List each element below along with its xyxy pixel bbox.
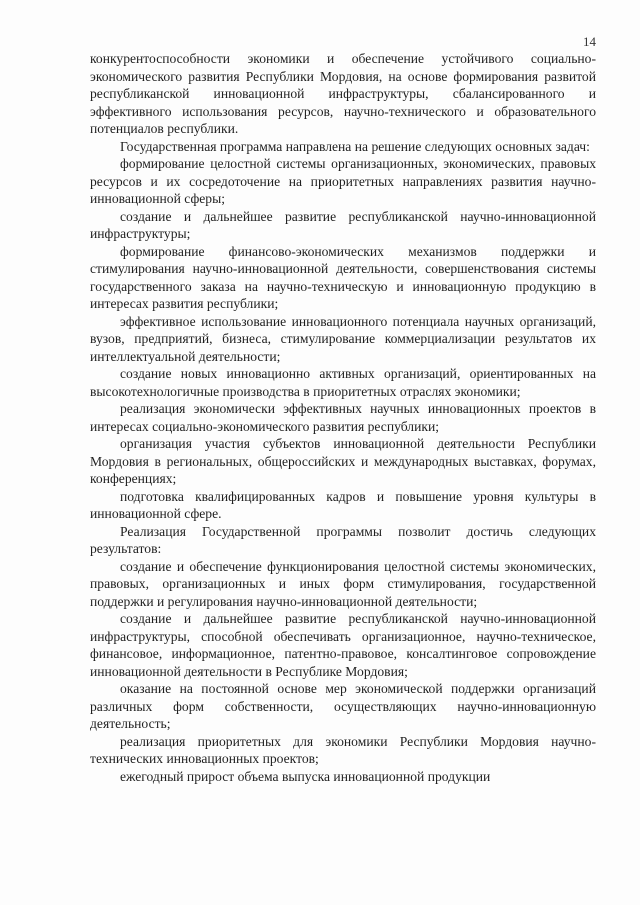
- page-number: 14: [583, 34, 596, 49]
- list-item-task: эффективное использование инновационного потенциала научных организаций, вузов, предприятий, бизнеса, стимулирование коммерциализации результатов их интеллектуальной деятельности;: [90, 313, 596, 364]
- paragraph-tasks-intro: Государственная программа направлена на решение следующих основных задач:: [120, 138, 590, 154]
- list-item-task: формирование целостной системы организационных, экономических, правовых ресурсов и их сосредоточение на приоритетных направлениях развития научно-инновационной сферы;: [90, 156, 596, 206]
- paragraph-results-intro: Реализация Государственной программы позволит достичь следующих результатов:: [90, 523, 596, 556]
- list-item-task: подготовка квалифицированных кадров и повышение уровня культуры в инновационной сфере.: [90, 488, 596, 521]
- document-text: [90, 50, 596, 785]
- list-item-task: формирование финансово-экономических механизмов поддержки и стимулирования научно-инновационной деятельности, совершенствования системы государственного заказа на научно-техническую и инновационную продукцию в интересах развития республики;: [90, 243, 596, 311]
- list-item-task: создание новых инновационно активных организаций, ориентированных на высокотехнологичные производства в приоритетных отраслях экономики;: [90, 366, 596, 399]
- list-item-result: оказание на постоянной основе мер экономической поддержки организаций различных форм собственности, осуществляющих научно-инновационную деятельность;: [90, 681, 596, 731]
- list-item-task: реализация экономически эффективных научных инновационных проектов в интересах социально-экономического развития республики;: [90, 401, 596, 434]
- list-item-result: реализация приоритетных для экономики Республики Мордовия научно-технических инновационных проектов;: [90, 733, 596, 766]
- list-item-result: создание и обеспечение функционирования целостной системы экономических, правовых, организационных и иных форм стимулирования, государственной поддержки и регулирования научно-инновационной деятельности;: [90, 558, 596, 609]
- list-item-result: ежегодный прирост объема выпуска инновационной продукции: [120, 768, 491, 784]
- paragraph-goal-continuation: конкурентоспособности экономики и обеспечение устойчивого социально-экономического развития Республики Мордовия, на основе формирования развитой республиканской инновационной инфраструктуры, сбалансированного и эффективного использования ресурсов, научно-технического и образовательного потенциалов республики.: [90, 51, 596, 136]
- list-item-result: создание и дальнейшее развитие республиканской научно-инновационной инфраструктуры, способной обеспечивать организационное, научно-техническое, финансовое, информационное, патентно-правовое, консалтинговое сопровождение инновационной деятельности в Республике Мордовия;: [90, 611, 596, 679]
- list-item-task: создание и дальнейшее развитие республиканской научно-инновационной инфраструктуры;: [90, 208, 596, 241]
- list-item-task: организация участия субъектов инновационной деятельности Республики Мордовия в региональных, общероссийских и международных выставках, форумах, конференциях;: [90, 436, 596, 486]
